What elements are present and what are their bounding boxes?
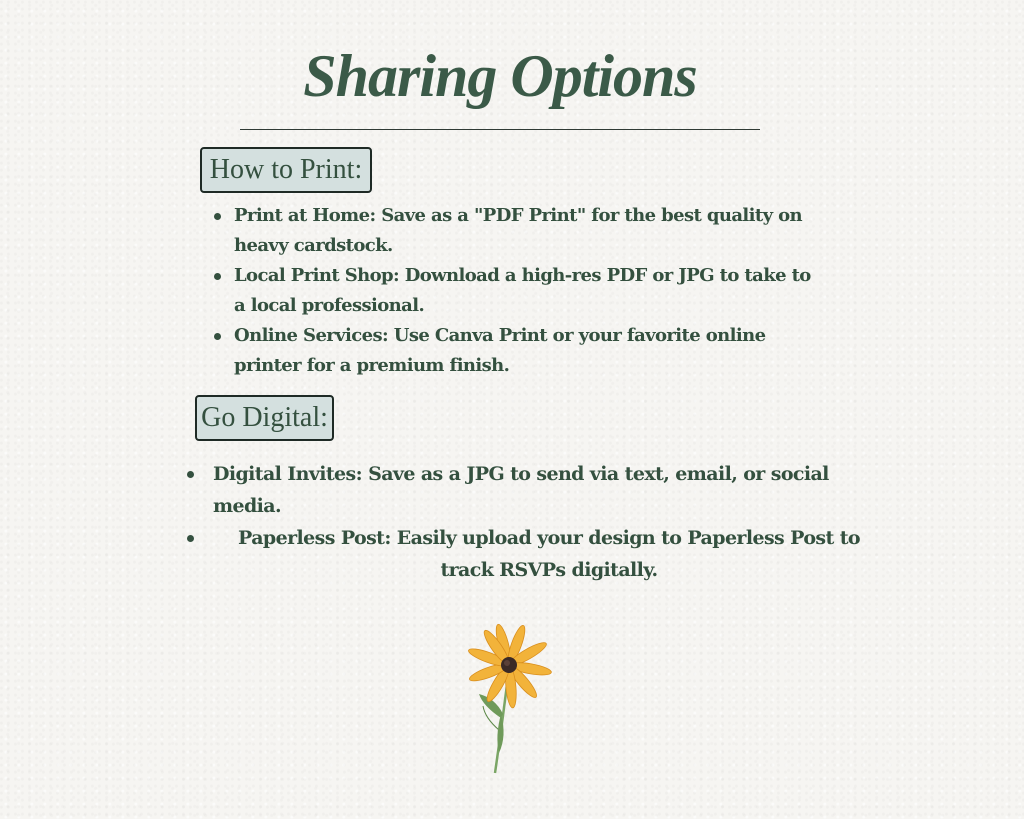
list-item-text: Digital Invites: Save as a JPG to send via text, email, or social media. (213, 463, 829, 517)
bullet-icon (214, 273, 221, 280)
list-item (185, 458, 885, 522)
list-item (214, 321, 814, 381)
page-title: Sharing Options (303, 43, 697, 109)
list-item-text: Local Print Shop: Download a high-res PDF or JPG to take to a local professional. (234, 265, 811, 316)
go-digital-label-text: Go Digital: (201, 402, 328, 433)
go-digital-label (195, 395, 334, 441)
print-options-list (214, 201, 814, 381)
how-to-print-label (200, 147, 372, 193)
how-to-print-label-text: How to Print: (209, 154, 363, 185)
list-item-text: Paperless Post: Easily upload your design to Paperless Post to track RSVPs digitally. (238, 527, 860, 581)
digital-options-list (185, 458, 885, 586)
bullet-icon (187, 535, 194, 542)
list-item-text: Print at Home: Save as a "PDF Print" for the best quality on heavy cardstock. (234, 205, 803, 256)
bullet-icon (187, 471, 194, 478)
list-item-text: Online Services: Use Canva Print or your favorite online printer for a premium finish. (234, 325, 766, 376)
title-divider (240, 129, 760, 130)
list-item (214, 201, 814, 261)
bullet-icon (214, 213, 221, 220)
bullet-icon (214, 333, 221, 340)
black-eyed-susan-flower-icon (455, 618, 570, 778)
list-item (214, 261, 814, 321)
list-item (185, 522, 885, 586)
